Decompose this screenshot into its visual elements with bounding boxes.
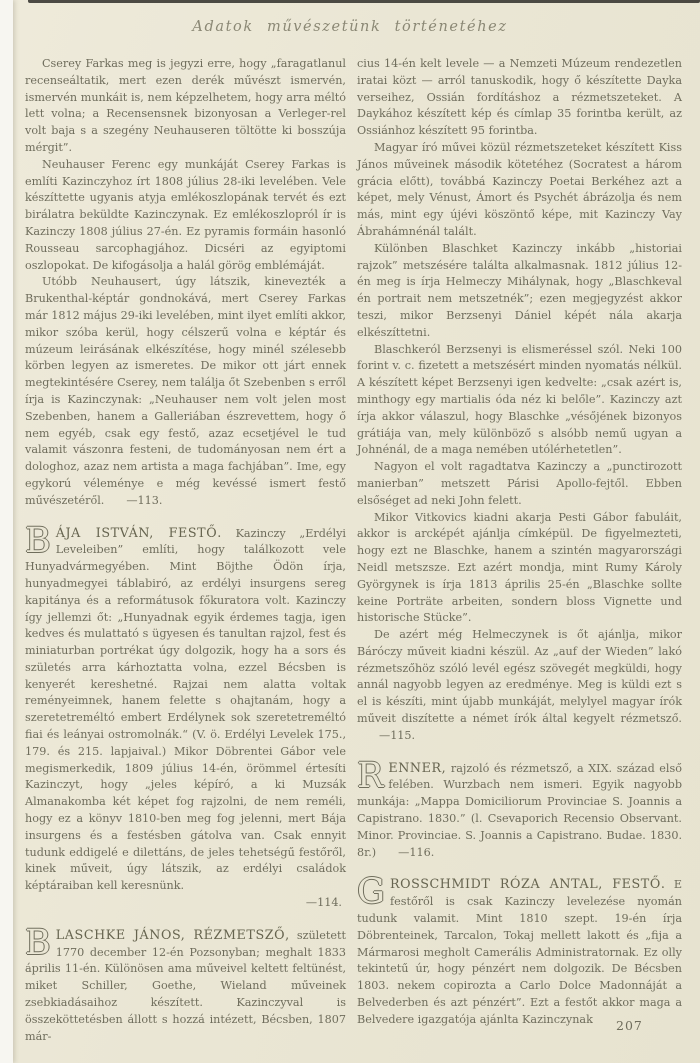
entry-heading: LASCHKE JÁNOS, RÉZMETSZŐ, [55, 926, 290, 942]
dropcap-r-icon: R [357, 755, 384, 796]
left-column [25, 56, 346, 1045]
reference-number-114: —114. [305, 896, 342, 910]
paragraph-helmeczy-baroczy [357, 627, 682, 745]
entry-blaschke-janos [25, 922, 346, 1046]
paragraph-berzsenyi-praise: Blaschkeról Berzsenyi is elismeréssel szól. Neki 100 forint v. c. fizetett a metszésért minden nyomatás nélkül. A készített képet Berzsenyi igen kedvelte: „csak azért is, minthogy egy martialis óda néz ki belőle”. Kazinczy azt írja akkor válaszul, hogy Blaschke „vésőjének bizonyos grátiája van, mely különböző s alsóbb nemű ugyan a Johnénál, de a maga nemében utólérhetetlen”. [357, 342, 682, 457]
paragraph-blaschke-continued: cius 14-én kelt levele — a Nemzeti Múzeum rendezetlen iratai közt — arról tanuskodik, hogy ő készítette Dayka verseihez, Ossián fordításhoz a rézmetszeteket. A Daykához készített kép és címlap 35 forintba került, az Ossiánhoz készített 95 forintba. [357, 57, 682, 138]
dropcap-g-icon: G [357, 872, 385, 913]
scan-top-edge [28, 0, 700, 3]
page-number: 207 [616, 1018, 643, 1033]
entry-grosschmidt [357, 872, 683, 1028]
entry-text: E festőről is csak Kazinczy levelezése nyomán tudunk valamit. Mint 1810 szept. 19-én írja Döbrenteinek, Tarcalon, Tokaj mellett lakott és „fija a Mármarosi megholt Camerális Administratornak. Ez olly tekintetű úr, hogy pénzért nem dolgozik. De Bécsben 1803. nekem copirozta a Carlo Dolce Madonnáját a Belvederben és azt pénzért”. Ezt a festőt akkor maga a Belvedere igazgatója ajánlta Kazinczynak [357, 878, 683, 1026]
entry-heading: ENNER, [388, 759, 447, 775]
entry-renner [357, 755, 682, 862]
reference-number-116: —116. [398, 845, 435, 859]
paragraph-cserey-remark: Cserey Farkas meg is jegyzi erre, hogy „faragatlanul recenseáltatik, mert ezen derék művészt ismervén, ismervén munkáit is, nem képzelhetem, hogy arra méltó lett volna; a Recensensnek bizonyosan a Verleger-rel volt baja s a szegény Neuhauseren töltötte ki bosszúja mérgit”. [25, 57, 346, 154]
entry-text: született 1770 december 12-én Pozsonyban; meghalt 1833 április 11-én. Különösen ama műveivel keltett feltünést, miket Schiller, Goethe, Wieland műveinek zsebkiadásaihoz készített. Kazinczyval is összeköttetésben állott s hozzá intézett, Bécsben, 1807 már- [25, 928, 346, 1043]
paragraph-neuhauser-brukenthal [25, 274, 346, 509]
dropcap-b-icon: B [25, 520, 51, 561]
paragraph-text: Utóbb Neuhausert, úgy látszik, kinevezték a Brukenthal-képtár gondnokává, mert Cserey Farkas már 1812 május 29-iki levelében, mint ilyet említi akkor, mikor szóba kerül, hogy célszerű volna e képtár és múzeum leirásának elkészítése, hogy minél szélesebb körben legyen az ismeretes. De mikor ott járt ennek megtekintésére Cserey, nem találja őt Szebenben s erről írja is Kazinczynak: „Neuhauser nem volt jelen most Szebenben, hanem a Galleriában észrevettem, hogy ő nem egyéb, csak egy festő, azaz ecsetjével le tud valamit vászonra festeni, de tudományosan nem ért a dologhoz, azaz nem artista a maga fachjában”. Ime, egy egykorú véleménye e még kevéssé ismert festő művészetéről. [25, 275, 347, 507]
entry-heading: ROSSCHMIDT RÓZA ANTAL, FESTŐ. [389, 876, 666, 892]
dropcap-b-icon: B [25, 922, 51, 963]
paragraph-hungarian-engravings: Magyar író művei közül rézmetszeteket készített Kiss János műveinek második kötetéhez (Socratest a három grácia előtt), továbbá Kazinczy Poetai Berkéhez azt a képet, mely Vénust, Ámort és Psychét ábrázolja és nem más, mint egy újévi köszöntő képe, mit Kazinczy Vay Ábrahámnénál talált. [357, 140, 682, 238]
paragraph-vitkovics-neidl: Mikor Vitkovics kiadni akarja Pesti Gábor fabuláit, akkor is arcképét ajánlja címképül. De figyelmezteti, hogy ezt ne Blaschke, hanem a szintén magyarországi Neidl metszsze. Ezt azért mondja, mint Rumy Károly Györgynek is írja 1813 április 25-én „Blaschke sollte keine Porträte arbeiten, sondern bloss Vignette und historische Stücke”. [357, 510, 682, 625]
reference-number-113: —113. [126, 493, 163, 507]
paragraph-text: De azért még Helmeczynek is őt ajánlja, mikor Báróczy műveit kiadni készül. Az „auf der Wieden” lakó rézmetszőhöz szóló levél egész szövegét megküldi, hogy annál nagyobb legyen az eredménye. Meg is küldi ezt s el is készíti, mint újabb munkáját, melylyel magyar írók műveit diszítette a német írók által kegyelt rézmetsző. [357, 628, 682, 726]
entry-text: rajzoló és rézmetsző, a XIX. század első felében. Wurzbach nem ismeri. Egyik nagyobb munkája: „Mappa Domiciliorum Provinciae S. Joannis a Capistrano. 1830.” (l. Csevaporich Recensio Observant. Minor. Provinciae. S. Joannis a Capistrano. Budae. 1830. 8r.) [357, 761, 682, 859]
scan-left-margin [0, 0, 13, 1063]
entry-text: Kazinczy „Erdélyi Leveleiben” említi, hogy találkozott vele Hunyadvármegyében. Mint Böjthe Ödön írja, hunyadmegyei táblabiró, az erdélyi insurgens sereg kapitánya és a reformátusok főkuratora volt. Kazinczy így jellemzi őt: „Hunyadnak egyik érdemes tagja, igen kedves és mulattató s ügyesen és tanultan rajzol, fest és miniaturban portrékat úgy dolgozik, hogy ha a sors és születés arra kárhoztatta volna, ezzel Bécsben is kenyerét kereshetné. Rajzai nem alatta voltak reményeimnek, hanem felette s ohajtanám, hogy a szeretetreméltó embert Erdélynek sok szeretetreméltó fiai és leányai ostromolnák.“ (V. ö. Erdélyi Levelek 175., 179. és 215. lapjaival.) Mikor Döbrentei Gábor vele megismerkedik, 1809 július 14-én, örömmel értesíti Kazinczyt, hogy „jeles képíró, a ki Muzsák Almanakomba két képet fog rajzolni, de nem reméli, hogy ez a könyv 1810-ben meg fog jelenni, mert Bája insurgens és a festésben gátolva van. Csak ennyit tudunk eddigelé e dilettáns, de jeles tehetségű festőről, kinek műveit, úgy látszik, az erdélyi családok képtáraiban kell keresnünk. [25, 526, 346, 893]
running-header: Adatok művészetünk történetéhez [192, 19, 508, 35]
entry-baja-istvan [25, 520, 346, 912]
right-column [357, 56, 682, 1029]
entry-heading: ÁJA ISTVÁN, FESTŐ. [55, 524, 222, 540]
paragraph-apollo-head: Nagyon el volt ragadtatva Kazinczy a „punctirozott manierban” metszett Párisi Apollo-fejtől. Ebben elsőséget ad neki John felett. [357, 460, 682, 507]
paragraph-neuhauser-monument: Neuhauser Ferenc egy munkáját Cserey Farkas is említi Kazinczyhoz írt 1808 július 28-iki levelében. Vele készíttette ugyanis atyja emlékoszlopának tervét és ezt birálatra beküldte Kazinczynak. Ez emlékoszlopról ír is Kazinczy 1808 július 27-én. Ez pyramis formáin hasonló Rousseau sarcophagjához. Dicséri az egyiptomi oszlopokat. De kifogásolja a halál görög emblémáját. [25, 157, 346, 272]
reference-number-115: —115. [379, 728, 416, 742]
paragraph-historical-drawings: Különben Blaschket Kazinczy inkább „historiai rajzok” metszésére találta alkalmasnak. 1812 július 12-én meg is írja Helmeczy Mihálynak, hogy „Blaschkeval én portrait nem metszetnék”; ezen megjegyzést akkor teszi, mikor Berzsenyi Dániel képét nála akarja elkészíttetni. [357, 241, 682, 339]
